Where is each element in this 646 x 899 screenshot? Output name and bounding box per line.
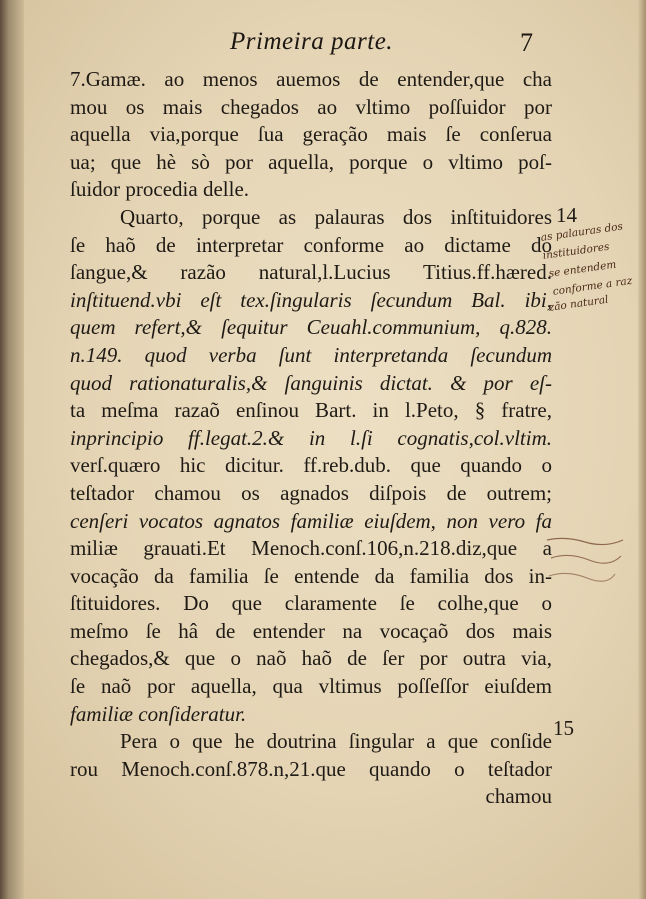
text-line: inprincipio ff.legat.2.& in l.ſi cognatis,col.vltim. bbox=[70, 425, 552, 450]
page-header bbox=[70, 28, 590, 62]
book-gutter bbox=[0, 0, 24, 899]
text-line: ſangue,& razão natural,l.Lucius Titius.ff.hæred. bbox=[70, 260, 552, 285]
text-line: chamou bbox=[485, 784, 552, 809]
text-line: verſ.quæro hic dicitur. ff.reb.dub. que quando o bbox=[70, 453, 552, 478]
text-line: vocação da familia ſe entende da familia dos in- bbox=[70, 563, 552, 588]
text-line: familiæ conſideratur. bbox=[70, 701, 247, 726]
text-line: ſuidor procedia delle. bbox=[70, 177, 250, 202]
page-number: 7 bbox=[520, 28, 533, 57]
text-line: ta meſma razaõ enſinou Bart. in l.Peto, § fratre, bbox=[70, 398, 552, 423]
text-line: n.149. quod verba ſunt interpretanda ſecundum bbox=[70, 342, 552, 367]
text-line: Pera o que he doutrina ſingular a que conſide bbox=[120, 729, 552, 754]
text-line: inſtituend.vbi eſt tex.ſingularis ſecundum Bal. ibi, bbox=[70, 287, 552, 312]
text-block bbox=[70, 66, 552, 811]
text-line: 7.Gamæ. ao menos auemos de entender,que cha bbox=[70, 67, 552, 91]
text-line: quod rationaturalis,& ſanguinis dictat. & por eſ- bbox=[70, 370, 552, 395]
manuscript-note: zão natural bbox=[548, 293, 610, 314]
text-line: rou Menoch.conſ.878.n,21.que quando o teſtador bbox=[70, 756, 552, 781]
margin-number-14: 14 bbox=[556, 203, 577, 227]
text-line: mou os mais chegados ao vltimo poſſuidor por bbox=[70, 94, 552, 119]
manuscript-note: conforme a raz bbox=[552, 274, 633, 298]
page-edge bbox=[638, 0, 646, 899]
text-line: ua; que hè sò por aquella, porque o vltimo poſ- bbox=[70, 149, 552, 174]
text-line: teſtador chamou os agnados diſpois de outrem; bbox=[70, 480, 552, 505]
text-line: cenſeri vocatos agnatos familiæ eiuſdem, non vero fa bbox=[70, 508, 552, 533]
text-line: quem refert,& ſequitur Ceuahl.communium, q.828. bbox=[70, 315, 552, 340]
margin-number-15: 15 bbox=[553, 716, 574, 740]
text-line: aquella via,porque ſua geração mais ſe conſerua bbox=[70, 122, 552, 147]
manuscript-note: as palauras dos bbox=[540, 220, 624, 244]
text-line: meſmo ſe hâ de entender na vocaçaõ dos mais bbox=[70, 618, 552, 643]
text-line: ſe haõ de interpretar conforme ao dictame do bbox=[70, 232, 552, 257]
text-line: ſtituidores. Do que claramente ſe colhe,que o bbox=[70, 591, 552, 616]
manuscript-note: instituidores bbox=[542, 240, 611, 262]
ink-stain-marks bbox=[545, 530, 625, 590]
text-line: miliæ grauati.Et Menoch.conſ.106,n.218.diz,que a bbox=[70, 536, 552, 561]
manuscript-note: se entendem bbox=[548, 258, 618, 280]
text-line: Quarto, porque as palauras dos inſtituidores bbox=[120, 204, 552, 229]
running-title: Primeira parte. bbox=[230, 28, 394, 55]
text-line: chegados,& que o naõ haõ de ſer por outra via, bbox=[70, 646, 552, 671]
text-line: ſe naõ por aquella, qua vltimus poſſeſſor eiuſdem bbox=[70, 674, 552, 699]
